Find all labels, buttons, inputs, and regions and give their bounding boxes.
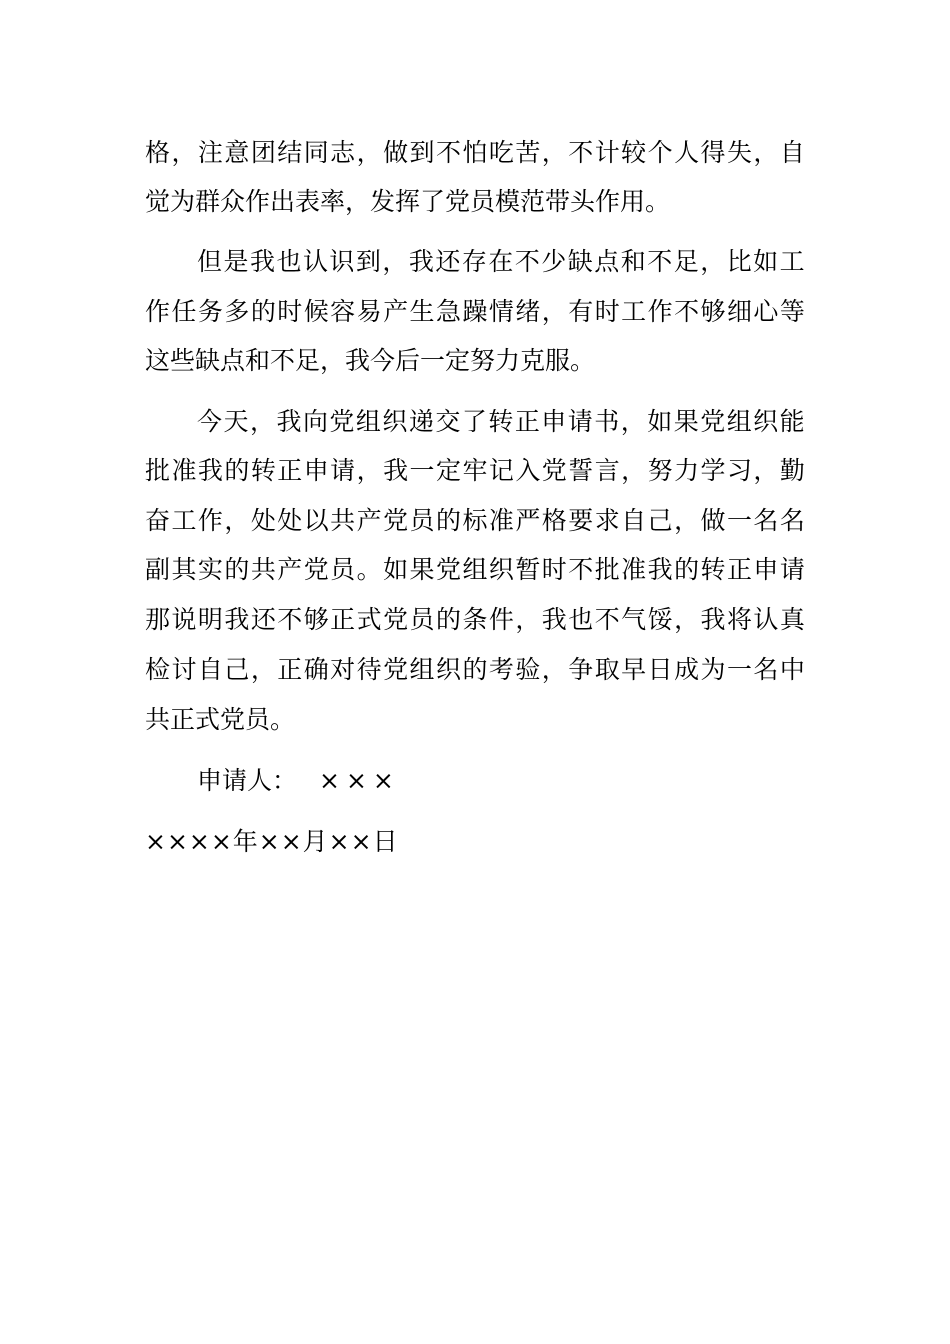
signature-line <box>197 764 497 798</box>
date-line: ××××年××月××日 <box>145 827 399 856</box>
paragraph-3-line-4: 副 其 实 的 共 产 党 员 。 如 果 党 组 织 暂 时 不 批 准 我 的 转 正 申 请 <box>145 555 805 584</box>
paragraph-3-line-1: 今 天 ， 我 向 党 组 织 递 交 了 转 正 申 请 书 ， 如 果 党 组 织 能 <box>197 407 805 436</box>
paragraph-3-line-3: 奋 工 作 ， 处 处 以 共 产 党 员 的 标 准 严 格 要 求 自 己 ， 做 一 名 名 <box>145 506 805 535</box>
paragraph-2-line-3: 这些缺点和不足，我今后一定努力克服。 <box>145 346 596 375</box>
paragraph-1-line-2: 觉为群众作出表率，发挥了党员模范带头作用。 <box>145 187 671 216</box>
paragraph-1-line-1: 格 ， 注 意 团 结 同 志 ， 做 到 不 怕 吃 苦 ， 不 计 较 个 人 得 失 ， 自 <box>145 138 805 167</box>
paragraph-3-line-6: 检 讨 自 己 ， 正 确 对 待 党 组 织 的 考 验 ， 争 取 早 日 成 为 一 名 中 <box>145 655 805 684</box>
paragraph-2-line-2: 作 任 务 多 的 时 候 容 易 产 生 急 躁 情 绪 ， 有 时 工 作 不 够 细 心 等 <box>145 297 805 326</box>
paragraph-2-line-1: 但 是 我 也 认 识 到 ， 我 还 存 在 不 少 缺 点 和 不 足 ， 比 如 工 <box>197 247 805 276</box>
paragraph-3-line-2: 批 准 我 的 转 正 申 请 ， 我 一 定 牢 记 入 党 誓 言 ， 努 力 学 习 ， 勤 <box>145 456 805 485</box>
signature-label: 申请人： <box>197 766 298 795</box>
paragraph-3-line-5: 那 说 明 我 还 不 够 正 式 党 员 的 条 件 ， 我 也 不 气 馁 ， 我 将 认 真 <box>145 605 805 634</box>
paragraph-3-line-7: 共正式党员。 <box>145 705 296 734</box>
signature-name: ××× <box>319 766 400 795</box>
